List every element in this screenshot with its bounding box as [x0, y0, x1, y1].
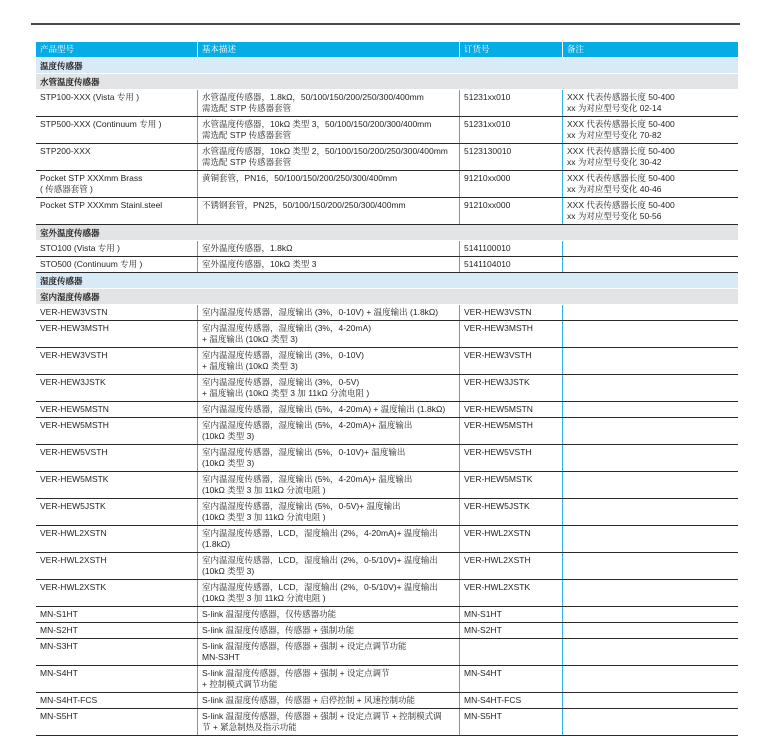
cell-model [36, 375, 197, 401]
table-header-row [36, 42, 738, 58]
cell-line: MN-S3HT [40, 641, 78, 651]
cell-line: (10kΩ 类型 3) [202, 458, 255, 468]
cell-line: (1.8kΩ) [202, 539, 231, 549]
column-header-order-number: 订货号 [459, 42, 562, 57]
cell-order [459, 171, 562, 197]
cell-line: (10kΩ 类型 3) [202, 566, 255, 576]
cell-line: xx 为对应型号变化 70-82 [567, 130, 662, 140]
cell-line: MN-S5HT [40, 711, 78, 721]
cell-note [562, 623, 738, 638]
table-row [36, 90, 738, 117]
cell-line: S-link 温湿度传感器，传感器 + 强制 + 设定点调节 + 控制模式调 [202, 711, 442, 721]
cell-line: xx 为对应型号变化 40-46 [567, 184, 662, 194]
cell-order [459, 348, 562, 374]
table-row [36, 693, 738, 709]
cell-model [36, 499, 197, 525]
table-row [36, 580, 738, 607]
cell-line: S-link 温湿度传感器，传感器 + 强制 + 设定点调节 [202, 668, 390, 678]
cell-line: + 温度输出 (10kΩ 类型 3) [202, 361, 298, 371]
cell-line: xx 为对应型号变化 02-14 [567, 103, 662, 113]
cell-order [459, 623, 562, 638]
cell-desc [197, 198, 459, 224]
cell-line: 水管温度传感器，10kΩ 类型 2，50/100/150/200/250/300/400mm [202, 146, 448, 156]
table-row [36, 305, 738, 321]
cell-line: XXX 代表传感器长度 50-400 [567, 146, 675, 156]
cell-note [562, 709, 738, 735]
cell-model [36, 580, 197, 606]
cell-line: MN-S4HT [40, 668, 78, 678]
cell-desc [197, 305, 459, 320]
cell-note [562, 666, 738, 692]
cell-line: 室内温湿度传感器，湿度输出 (5%，0-5V)+ 温度输出 [202, 501, 401, 511]
cell-note [562, 472, 738, 498]
cell-line: VER-HEW3JSTK [464, 377, 530, 387]
cell-desc [197, 623, 459, 638]
cell-order [459, 553, 562, 579]
cell-line: MN-S3HT [202, 652, 240, 662]
cell-model [36, 171, 197, 197]
cell-order [459, 580, 562, 606]
cell-line: 需选配 STP 传感器套管 [202, 157, 292, 167]
cell-model [36, 198, 197, 224]
cell-line: VER-HWL2XSTH [40, 555, 107, 565]
table-row [36, 198, 738, 225]
column-header-model: 产品型号 [40, 44, 75, 54]
table-row [36, 171, 738, 198]
cell-model [36, 321, 197, 347]
cell-note [562, 321, 738, 347]
cell-line: 室内温湿度传感器，LCD，湿度输出 (2%，4-20mA)+ 温度输出 [202, 528, 438, 538]
cell-model [36, 144, 197, 170]
cell-line: VER-HEW5VSTH [40, 447, 108, 457]
cell-line: 51231xx010 [464, 119, 511, 129]
cell-model [36, 402, 197, 417]
cell-note [562, 144, 738, 170]
cell-note [562, 418, 738, 444]
cell-order [459, 241, 562, 256]
cell-order [459, 418, 562, 444]
cell-order [459, 445, 562, 471]
cell-line: + 温度输出 (10kΩ 类型 3 加 11kΩ 分流电阻 ) [202, 388, 370, 398]
cell-line: MN-S2HT [464, 625, 502, 635]
cell-order [459, 305, 562, 320]
cell-model [36, 418, 197, 444]
cell-desc [197, 709, 459, 735]
cell-line: S-link 温湿度传感器，传感器 + 强制 + 设定点调节功能 [202, 641, 407, 651]
cell-line: ( 传感器套管 ) [40, 184, 93, 194]
cell-model [36, 445, 197, 471]
cell-model [36, 526, 197, 552]
cell-line: MN-S4HT-FCS [464, 695, 522, 705]
cell-model [36, 623, 197, 638]
cell-desc [197, 607, 459, 622]
cell-line: S-link 温湿度传感器，仅传感器功能 [202, 609, 337, 619]
cell-line: 室内温湿度传感器，湿度输出 (3%，0-10V) + 温度输出 (1.8kΩ) [202, 307, 439, 317]
cell-order [459, 90, 562, 116]
cell-desc [197, 321, 459, 347]
cell-line: VER-HEW5MSTN [464, 404, 533, 414]
table-row [36, 257, 738, 273]
table-row [36, 553, 738, 580]
cell-order [459, 639, 562, 665]
table-row [36, 375, 738, 402]
column-header-remarks: 备注 [562, 42, 738, 57]
cell-line: 室内温湿度传感器，LCD，湿度输出 (2%，0-5/10V)+ 温度输出 [202, 582, 438, 592]
cell-line: Pocket STP XXXmm Brass [40, 173, 143, 183]
cell-line: 5141104010 [464, 259, 511, 269]
cell-line: XXX 代表传感器长度 50-400 [567, 92, 675, 102]
cell-line: VER-HEW3VSTN [464, 307, 532, 317]
cell-line: MN-S4HT [464, 668, 502, 678]
cell-line: VER-HWL2XSTH [464, 555, 531, 565]
cell-note [562, 171, 738, 197]
cell-desc [197, 693, 459, 708]
cell-model [36, 305, 197, 320]
cell-desc [197, 144, 459, 170]
cell-order [459, 375, 562, 401]
table-row [36, 666, 738, 693]
cell-note [562, 526, 738, 552]
cell-line: VER-HEW5MSTK [464, 474, 533, 484]
cell-line: MN-S4HT-FCS [40, 695, 98, 705]
cell-model [36, 241, 197, 256]
cell-desc [197, 639, 459, 665]
cell-order [459, 117, 562, 143]
cell-desc [197, 402, 459, 417]
cell-line: + 温度输出 (10kΩ 类型 3) [202, 334, 298, 344]
cell-line: VER-HWL2XSTN [464, 528, 531, 538]
cell-note [562, 257, 738, 272]
cell-desc [197, 375, 459, 401]
cell-model [36, 607, 197, 622]
cell-line: 水管温度传感器，1.8kΩ，50/100/150/200/250/300/400mm [202, 92, 424, 102]
cell-model [36, 709, 197, 735]
section-header-row: 水管温度传感器 [36, 74, 738, 90]
cell-line: (10kΩ 类型 3) [202, 431, 255, 441]
cell-line: 51231xx010 [464, 92, 511, 102]
cell-order [459, 198, 562, 224]
cell-note [562, 241, 738, 256]
cell-line: S-link 温湿度传感器，传感器 + 强制功能 [202, 625, 355, 635]
section-header-row: 湿度传感器 [36, 273, 738, 289]
cell-desc [197, 418, 459, 444]
cell-line: VER-HEW3MSTH [40, 323, 109, 333]
cell-model [36, 90, 197, 116]
cell-line: MN-S1HT [40, 609, 78, 619]
cell-note [562, 445, 738, 471]
cell-model [36, 639, 197, 665]
cell-desc [197, 348, 459, 374]
cell-line: (10kΩ 类型 3 加 11kΩ 分流电阻 ) [202, 512, 326, 522]
cell-line: VER-HEW5MSTK [40, 474, 109, 484]
cell-line: 节 + 紧急制热及指示功能 [202, 722, 297, 732]
table-row [36, 623, 738, 639]
cell-order [459, 607, 562, 622]
cell-line: Pocket STP XXXmm Stainl.steel [40, 200, 163, 210]
cell-model [36, 666, 197, 692]
table-row [36, 144, 738, 171]
cell-desc [197, 171, 459, 197]
cell-order [459, 472, 562, 498]
cell-line: 室内温湿度传感器，湿度输出 (5%，4-20mA) + 温度输出 (1.8kΩ) [202, 404, 446, 414]
table-row [36, 445, 738, 472]
cell-line: STO100 (Vista 专用 ) [40, 243, 120, 253]
section-header-row: 温度传感器 [36, 58, 738, 74]
section-header-row: 室内湿度传感器 [36, 289, 738, 305]
table-row [36, 709, 738, 736]
cell-line: VER-HWL2XSTN [40, 528, 107, 538]
cell-line: MN-S5HT [464, 711, 502, 721]
cell-line: 需选配 STP 传感器套管 [202, 130, 292, 140]
table-body [36, 58, 738, 736]
cell-line: VER-HEW5MSTH [464, 420, 533, 430]
top-rule [31, 23, 740, 25]
cell-note [562, 90, 738, 116]
table-row [36, 418, 738, 445]
cell-line: XXX 代表传感器长度 50-400 [567, 119, 675, 129]
cell-line: xx 为对应型号变化 50-56 [567, 211, 662, 221]
cell-order [459, 693, 562, 708]
cell-desc [197, 257, 459, 272]
cell-model [36, 117, 197, 143]
column-header-description: 基本描述 [197, 42, 459, 57]
cell-line: VER-HEW5JSTK [40, 501, 106, 511]
cell-model [36, 553, 197, 579]
cell-line: VER-HEW5JSTK [464, 501, 530, 511]
cell-line: VER-HEW3VSTH [464, 350, 532, 360]
cell-line: VER-HEW3VSTH [40, 350, 108, 360]
cell-desc [197, 241, 459, 256]
cell-line: VER-HEW3VSTN [40, 307, 108, 317]
cell-line: MN-S1HT [464, 609, 502, 619]
cell-order [459, 321, 562, 347]
cell-note [562, 499, 738, 525]
cell-line: S-link 温湿度传感器，传感器 + 启停控制 + 风速控制功能 [202, 695, 415, 705]
section-header-row: 室外温度传感器 [36, 225, 738, 241]
cell-model [36, 257, 197, 272]
table-row [36, 639, 738, 666]
table-row [36, 607, 738, 623]
cell-line: MN-S2HT [40, 625, 78, 635]
cell-note [562, 402, 738, 417]
cell-desc [197, 117, 459, 143]
cell-line: 91210xx000 [464, 173, 511, 183]
cell-model [36, 693, 197, 708]
cell-desc [197, 472, 459, 498]
cell-order [459, 257, 562, 272]
cell-line: + 控制模式调节功能 [202, 679, 278, 689]
cell-line: 室内温湿度传感器，湿度输出 (5%，4-20mA)+ 温度输出 [202, 474, 413, 484]
cell-line: STP500-XXX (Continuum 专用 ) [40, 119, 162, 129]
cell-line: 91210xx000 [464, 200, 511, 210]
table-row [36, 526, 738, 553]
cell-line: VER-HEW3JSTK [40, 377, 106, 387]
cell-line: XXX 代表传感器长度 50-400 [567, 173, 675, 183]
table-row [36, 348, 738, 375]
cell-order [459, 666, 562, 692]
cell-line: 室内温湿度传感器，湿度输出 (3%，0-5V) [202, 377, 360, 387]
cell-note [562, 693, 738, 708]
cell-note [562, 580, 738, 606]
cell-order [459, 526, 562, 552]
table-row [36, 321, 738, 348]
cell-note [562, 639, 738, 665]
cell-order [459, 709, 562, 735]
cell-line: VER-HEW5MSTH [40, 420, 109, 430]
cell-line: (10kΩ 类型 3 加 11kΩ 分流电阻 ) [202, 485, 326, 495]
cell-line: STP200-XXX [40, 146, 91, 156]
cell-note [562, 375, 738, 401]
cell-line: xx 为对应型号变化 30-42 [567, 157, 662, 167]
cell-note [562, 607, 738, 622]
cell-desc [197, 445, 459, 471]
cell-model [36, 348, 197, 374]
cell-note [562, 348, 738, 374]
cell-line: 室内温湿度传感器，湿度输出 (3%，0-10V) [202, 350, 364, 360]
cell-order [459, 499, 562, 525]
table-row [36, 117, 738, 144]
cell-line: 室外温度传感器，1.8kΩ [202, 243, 293, 253]
cell-line: VER-HEW3MSTH [464, 323, 533, 333]
cell-note [562, 117, 738, 143]
cell-desc [197, 499, 459, 525]
cell-line: VER-HEW5VSTH [464, 447, 532, 457]
cell-order [459, 144, 562, 170]
cell-line: VER-HEW5MSTN [40, 404, 109, 414]
cell-line: 室内温湿度传感器，湿度输出 (5%，0-10V)+ 温度输出 [202, 447, 406, 457]
table-row [36, 241, 738, 257]
cell-line: STO500 (Continuum 专用 ) [40, 259, 143, 269]
cell-line: 水管温度传感器，10kΩ 类型 3，50/100/150/200/300/400mm [202, 119, 432, 129]
cell-line: XXX 代表传感器长度 50-400 [567, 200, 675, 210]
cell-line: (10kΩ 类型 3 加 11kΩ 分流电阻 ) [202, 593, 326, 603]
cell-desc [197, 553, 459, 579]
cell-order [459, 402, 562, 417]
cell-note [562, 198, 738, 224]
cell-note [562, 553, 738, 579]
cell-line: 室内温湿度传感器，LCD，湿度输出 (2%，0-5/10V)+ 温度输出 [202, 555, 438, 565]
cell-line: 黄铜套管，PN16，50/100/150/200/250/300/400mm [202, 173, 398, 183]
cell-model [36, 472, 197, 498]
cell-desc [197, 526, 459, 552]
cell-line: VER-HWL2XSTK [464, 582, 531, 592]
cell-desc [197, 666, 459, 692]
cell-line: 5123130010 [464, 146, 512, 156]
cell-desc [197, 90, 459, 116]
cell-line: VER-HWL2XSTK [40, 582, 107, 592]
cell-line: STP100-XXX (Vista 专用 ) [40, 92, 140, 102]
cell-line: 不锈钢套管，PN25，50/100/150/200/250/300/400mm [202, 200, 406, 210]
cell-line: 需选配 STP 传感器套管 [202, 103, 292, 113]
cell-note [562, 305, 738, 320]
table-row [36, 472, 738, 499]
product-table [36, 42, 738, 736]
table-row [36, 402, 738, 418]
cell-line: 室内温湿度传感器，湿度输出 (5%，4-20mA)+ 温度输出 [202, 420, 413, 430]
cell-desc [197, 580, 459, 606]
cell-line: 室内温湿度传感器，湿度输出 (3%，4-20mA) [202, 323, 372, 333]
table-row [36, 499, 738, 526]
cell-line: 室外温度传感器，10kΩ 类型 3 [202, 259, 317, 269]
cell-line: 5141100010 [464, 243, 511, 253]
